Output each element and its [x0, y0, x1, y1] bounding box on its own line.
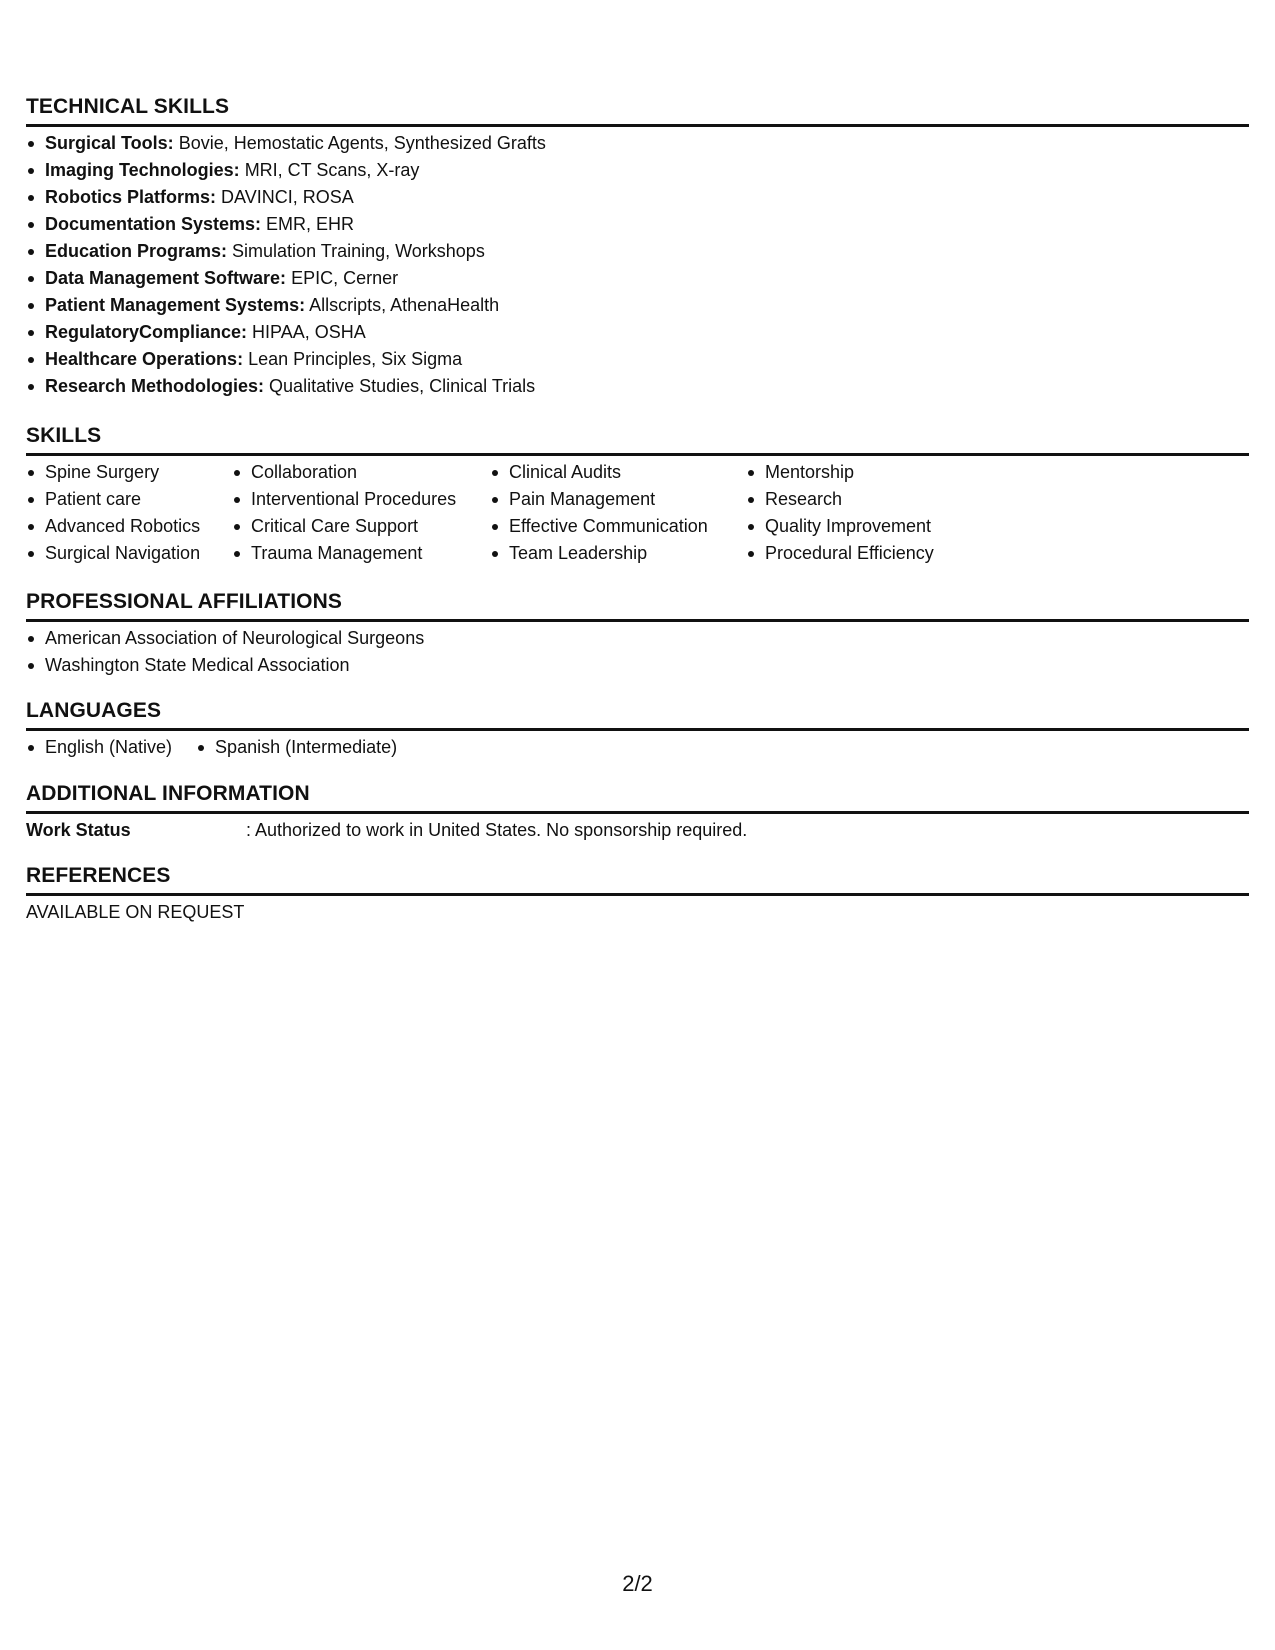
- list-item: Clinical Audits: [490, 459, 746, 486]
- section-heading: TECHNICAL SKILLS: [26, 95, 230, 118]
- list-item: Pain Management: [490, 486, 746, 513]
- list-item: Procedural Efficiency: [746, 540, 1006, 567]
- work-status-row: [26, 817, 1249, 844]
- list-item: Mentorship: [746, 459, 1006, 486]
- references-text: AVAILABLE ON REQUEST: [26, 902, 245, 922]
- section-divider: [26, 728, 1249, 731]
- languages-list: [26, 734, 1249, 761]
- languages-section: [26, 698, 1249, 761]
- list-item: Effective Communication: [490, 513, 746, 540]
- list-item: Critical Care Support: [232, 513, 490, 540]
- technical-skills-list: [26, 130, 1249, 400]
- list-item: Collaboration: [232, 459, 490, 486]
- list-item: Documentation Systems: EMR, EHR: [26, 211, 1249, 238]
- additional-information-section: [26, 781, 1249, 844]
- list-item: Washington State Medical Association: [26, 652, 1249, 679]
- list-item: Imaging Technologies: MRI, CT Scans, X-ray: [26, 157, 1249, 184]
- work-status-value: : Authorized to work in United States. No sponsorship required.: [246, 820, 748, 840]
- list-item: Patient care: [26, 486, 232, 513]
- list-item: Patient Management Systems: Allscripts, AthenaHealth: [26, 292, 1249, 319]
- list-item: RegulatoryCompliance: HIPAA, OSHA: [26, 319, 1249, 346]
- list-item: Education Programs: Simulation Training, Workshops: [26, 238, 1249, 265]
- list-item: Surgical Navigation: [26, 540, 232, 567]
- skills-section: [26, 423, 1249, 567]
- list-item: Research Methodologies: Qualitative Studies, Clinical Trials: [26, 373, 1249, 400]
- section-heading: SKILLS: [26, 424, 102, 447]
- section-heading: REFERENCES: [26, 864, 171, 887]
- section-divider: [26, 124, 1249, 127]
- list-item: Advanced Robotics: [26, 513, 232, 540]
- section-divider: [26, 893, 1249, 896]
- list-item: Interventional Procedures: [232, 486, 490, 513]
- list-item: English (Native): [26, 734, 172, 761]
- section-heading: LANGUAGES: [26, 699, 162, 722]
- list-item: Quality Improvement: [746, 513, 1006, 540]
- list-item: Data Management Software: EPIC, Cerner: [26, 265, 1249, 292]
- section-divider: [26, 811, 1249, 814]
- references-section: [26, 863, 1249, 926]
- list-item: Trauma Management: [232, 540, 490, 567]
- skills-column-1: [26, 459, 232, 567]
- page-number: 2/2: [622, 1571, 653, 1596]
- list-item: American Association of Neurological Surgeons: [26, 625, 1249, 652]
- technical-skills-section: [26, 94, 1249, 400]
- section-heading: PROFESSIONAL AFFILIATIONS: [26, 590, 342, 613]
- work-status-label: Work Status: [26, 820, 131, 840]
- list-item: Team Leadership: [490, 540, 746, 567]
- list-item: Spanish (Intermediate): [196, 734, 397, 761]
- skills-columns: [26, 459, 1249, 567]
- list-item: Spine Surgery: [26, 459, 232, 486]
- list-item: Healthcare Operations: Lean Principles, Six Sigma: [26, 346, 1249, 373]
- section-divider: [26, 619, 1249, 622]
- list-item: Research: [746, 486, 1006, 513]
- section-divider: [26, 453, 1249, 456]
- skills-column-3: [490, 459, 746, 567]
- list-item: Surgical Tools: Bovie, Hemostatic Agents, Synthesized Grafts: [26, 130, 1249, 157]
- section-heading: ADDITIONAL INFORMATION: [26, 782, 310, 805]
- affiliations-section: [26, 589, 1249, 679]
- skills-column-4: [746, 459, 1006, 567]
- skills-column-2: [232, 459, 490, 567]
- affiliations-list: [26, 625, 1249, 679]
- list-item: Robotics Platforms: DAVINCI, ROSA: [26, 184, 1249, 211]
